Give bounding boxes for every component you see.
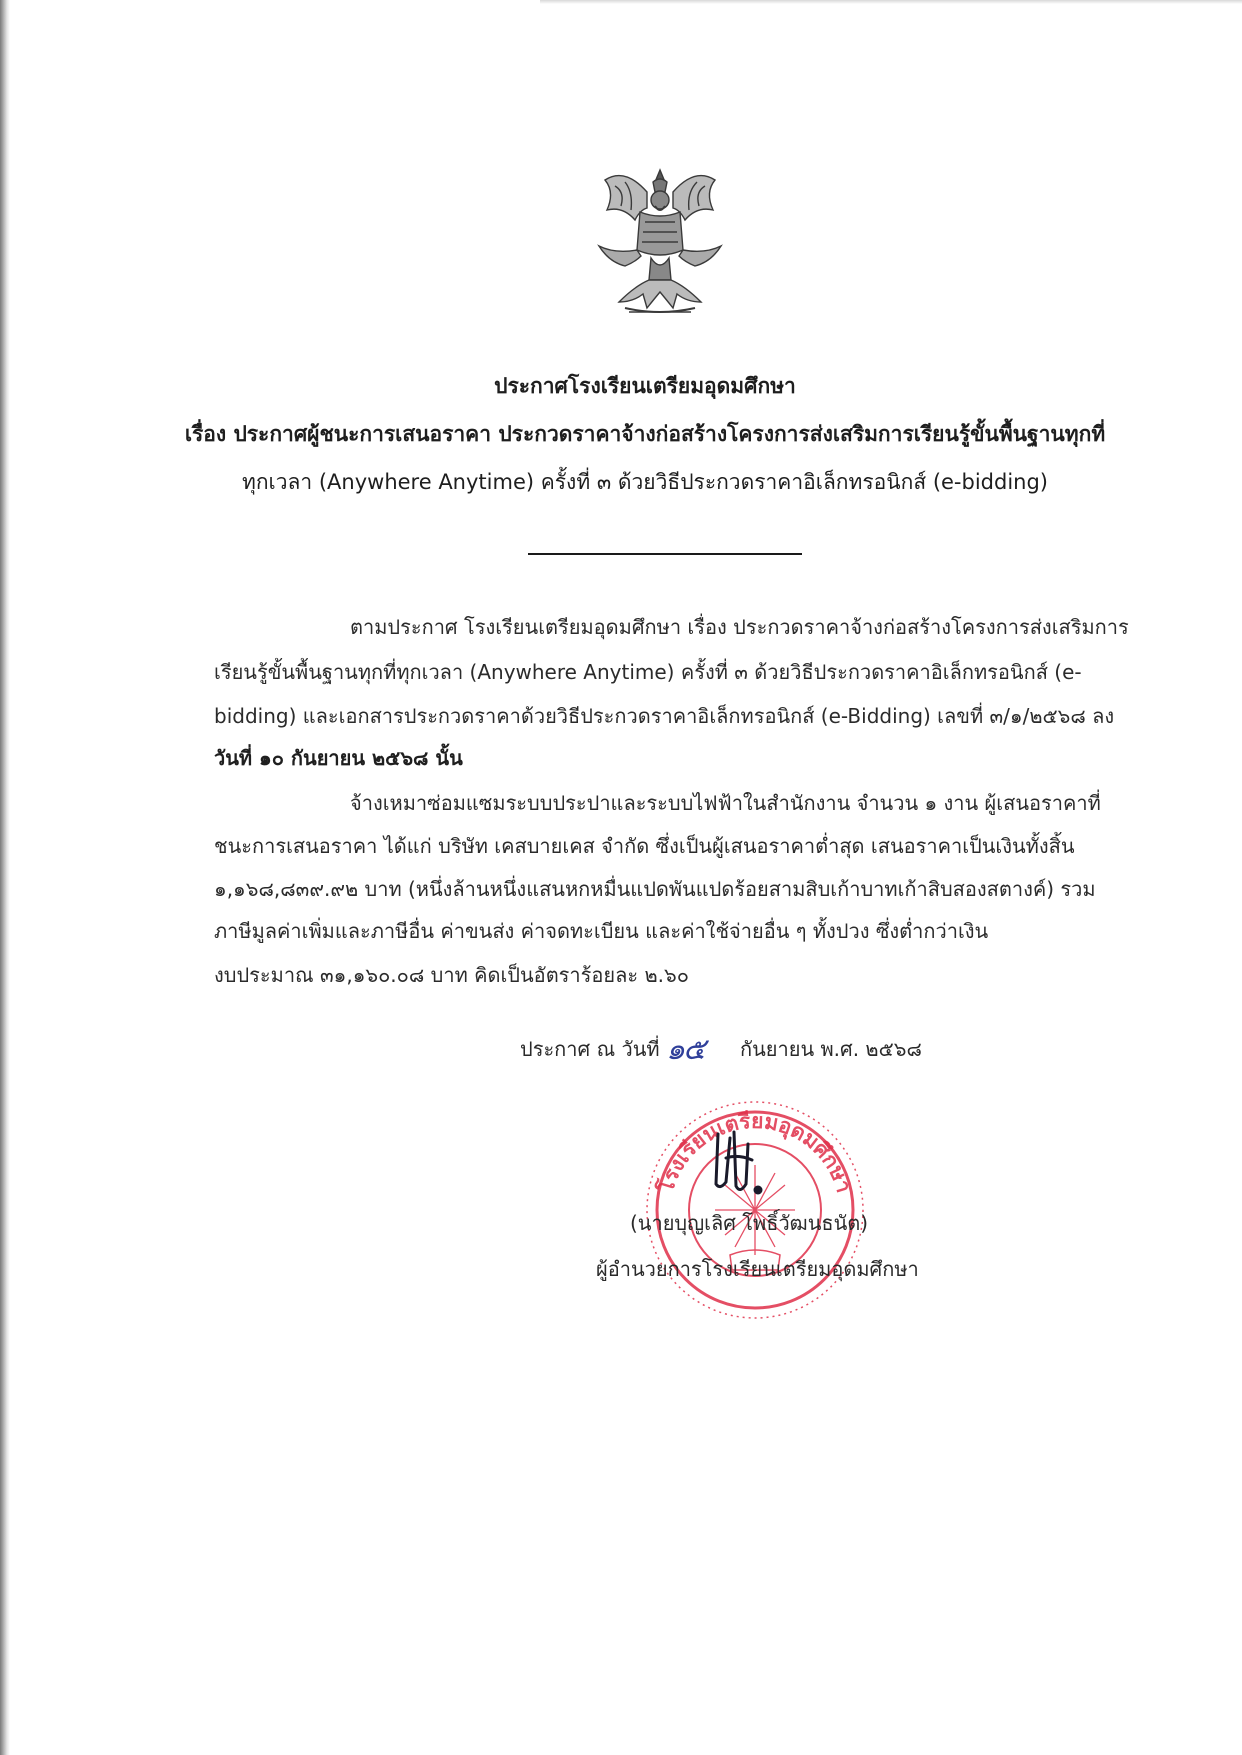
paragraph-2-line-2: ชนะการเสนอราคา ได้แก่ บริษัท เคสบายเคส จำกัด ซึ่งเป็นผู้เสนอราคาต่ำสุด เสนอราคาเป็นเงินทั้งสิ้น [214, 834, 1075, 858]
paragraph-2-line-4: ภาษีมูลค่าเพิ่มและภาษีอื่น ค่าขนส่ง ค่าจดทะเบียน และค่าใช้จ่ายอื่น ๆ ทั้งปวง ซึ่งต่ำกว่าเงิน [214, 919, 989, 943]
document-subject-line-1: เรื่อง ประกาศผู้ชนะการเสนอราคา ประกวดราคาจ้างก่อสร้างโครงการส่งเสริมการเรียนรู้ขั้นพื้นฐานทุกที่ [184, 422, 1106, 446]
signer-position: ผู้อำนวยการโรงเรียนเตรียมอุดมศึกษา [596, 1257, 919, 1281]
paragraph-2-line-1: จ้างเหมาซ่อมแซมระบบประปาและระบบไฟฟ้าในสำนักงาน จำนวน ๑ งาน ผู้เสนอราคาที่ [350, 791, 1101, 815]
seal-text: โรงเรียนเตรียมอุดมศึกษา [653, 1108, 857, 1196]
paragraph-2-line-5: งบประมาณ ๓๑,๑๖๐.๐๘ บาท คิดเป็นอัตราร้อยละ ๒.๖๐ [214, 963, 689, 987]
handwritten-signature [704, 1124, 774, 1204]
handwritten-day: ๑๕ [666, 1032, 704, 1067]
paragraph-1-line-4: วันที่ ๑๐ กันยายน ๒๕๖๘ นั้น [214, 746, 463, 770]
paragraph-1-line-1: ตามประกาศ โรงเรียนเตรียมอุดมศึกษา เรื่อง ประกวดราคาจ้างก่อสร้างโครงการส่งเสริมการ [350, 615, 1129, 639]
document-title: ประกาศโรงเรียนเตรียมอุดมศึกษา [494, 374, 796, 398]
announcement-date-prefix: ประกาศ ณ วันที่ [520, 1037, 660, 1061]
paragraph-1-line-2: เรียนรู้ขั้นพื้นฐานทุกที่ทุกเวลา (Anywhere Anytime) ครั้งที่ ๓ ด้วยวิธีประกวดราคาอิเล็กทรอนิกส์ (e- [214, 660, 1082, 684]
paragraph-2-line-3: ๑,๑๖๘,๘๓๙.๙๒ บาท (หนึ่งล้านหนึ่งแสนหกหมื่นแปดพันแปดร้อยสามสิบเก้าบาทเก้าสิบสองสตางค์) รวม [214, 877, 1096, 901]
announcement-month-year: กันยายน พ.ศ. ๒๕๖๘ [740, 1037, 922, 1061]
document-subject-line-2: ทุกเวลา (Anywhere Anytime) ครั้งที่ ๓ ด้วยวิธีประกวดราคาอิเล็กทรอนิกส์ (e-bidding) [241, 470, 1049, 494]
paragraph-1-line-3: bidding) และเอกสารประกวดราคาด้วยวิธีประกวดราคาอิเล็กทรอนิกส์ (e-Bidding) เลขที่ ๓/๑/๒๕๖๘ ลง [214, 704, 1115, 728]
signer-name: (นายบุญเลิศ โพธิ์วัฒนธนัต) [630, 1211, 869, 1235]
